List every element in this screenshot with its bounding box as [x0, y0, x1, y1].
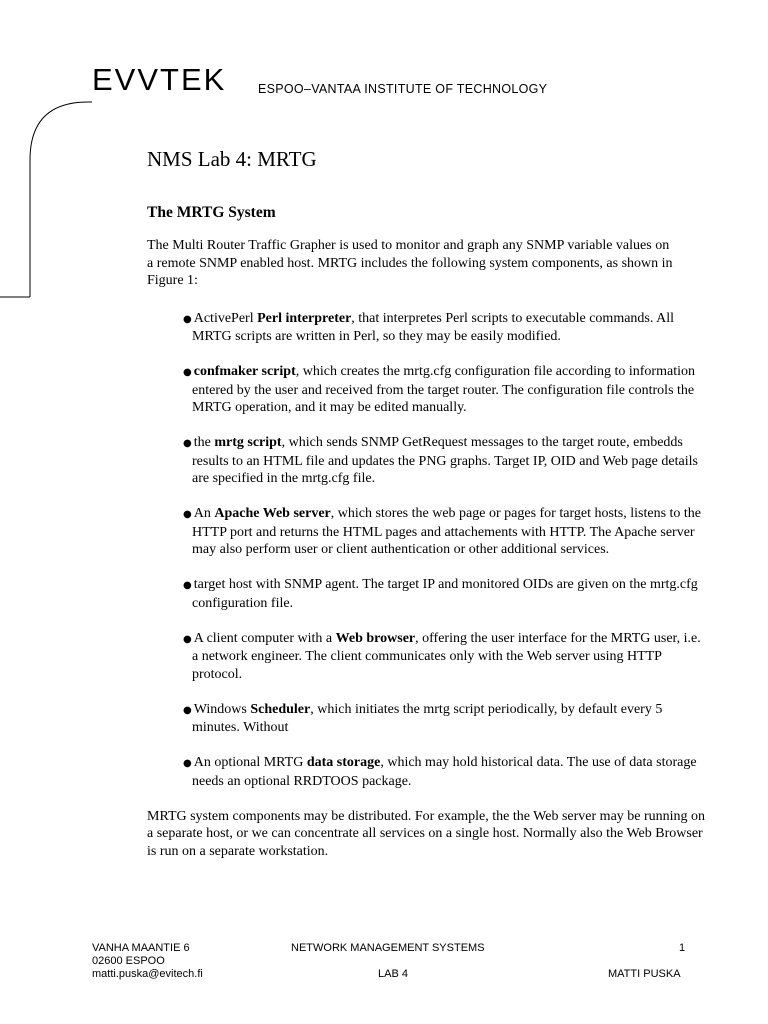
item-bold: Scheduler — [250, 701, 311, 717]
item-text: , which initiates the mrtg script periodically, by default every 5 minutes. Without — [192, 701, 663, 735]
item-text: , which may hold historical data. The use of data storage needs an optional RRDTOOS package. — [192, 755, 697, 789]
item-text: ActivePerl — [193, 310, 258, 326]
footer-course: NETWORK MANAGEMENT SYSTEMS — [291, 942, 485, 954]
components-list — [147, 310, 707, 791]
footer-address-line1: VANHA MAANTIE 6 — [92, 942, 190, 954]
item-bold: Apache Web server — [214, 506, 331, 521]
item-bold: Perl interpreter — [257, 310, 352, 326]
bullet-icon: ● — [183, 633, 192, 645]
bullet-icon: ● — [183, 438, 192, 449]
institute-name: ESPOO–VANTAA INSTITUTE OF TECHNOLOGY — [258, 82, 548, 96]
evitech-logo: EVVTEK — [92, 62, 227, 97]
list-item — [183, 363, 707, 417]
outro-paragraph: MRTG system components may be distributed. For example, the the Web server may be running on a separate host, or we can concentrate all services on a single host. Normally also the Web Browser is run on a separate workstation. — [147, 808, 706, 859]
intro-paragraph: The Multi Router Traffic Grapher is used to monitor and graph any SNMP variable values on a remote SNMP enabled host. MRTG includes the following system components, as shown in Figure 1: — [147, 238, 673, 288]
item-text: target host with SNMP agent. The target IP and monitored OIDs are given on the mrtg.cfg configuration file. — [192, 577, 698, 611]
bullet-icon: ● — [183, 758, 192, 769]
footer-address-line2: 02600 ESPOO — [92, 955, 165, 967]
item-text: , which sends SNMP GetRequest messages to the target route, embedds results to an HTML file and updates the PNG graphs. Target IP, OID and Web page details are specified in the mrtg.cfg file. — [192, 435, 698, 486]
bullet-icon: ● — [183, 704, 192, 716]
item-text: the — [193, 435, 215, 450]
footer-author: MATTI PUSKA — [608, 968, 681, 980]
footer-lab: LAB 4 — [378, 968, 408, 980]
list-item — [183, 630, 707, 684]
item-text: An optional MRTG — [193, 755, 307, 770]
item-text: , which creates the mrtg.cfg configuration file according to information entered by the user and received from the target router. The configuration file controls the MRTG operation, and it may be edited manually. — [192, 364, 695, 415]
item-bold: mrtg script — [214, 435, 282, 450]
bullet-icon: ● — [183, 509, 192, 520]
item-text: , offering the user interface for the MRTG user, i.e. a network engineer. The client communicates only with the Web server using HTTP protocol. — [192, 630, 701, 682]
footer-email: matti.puska@evitech.fi — [92, 968, 203, 980]
item-bold: confmaker script — [193, 364, 296, 379]
item-text: A client computer with a — [193, 630, 336, 646]
footer-page-number: 1 — [679, 942, 686, 954]
document-body — [147, 146, 707, 860]
bullet-icon: ● — [183, 580, 192, 591]
item-bold: Web browser — [335, 630, 416, 646]
list-item — [183, 505, 707, 559]
list-item — [183, 310, 707, 346]
list-item — [183, 754, 707, 790]
item-text: , which stores the web page or pages for target hosts, listens to the HTTP port and returns the HTML pages and attachements with HTTP. The Apache server may also perform user or client authentication or other additional services. — [192, 506, 702, 557]
list-item — [183, 434, 707, 488]
bullet-icon: ● — [183, 367, 192, 378]
item-text: , that interpretes Perl scripts to executable commands. All MRTG scripts are written in Perl, so they may be easily modified. — [192, 310, 674, 344]
item-text: Windows — [193, 701, 251, 717]
section-title: The MRTG System — [147, 204, 276, 221]
list-item — [183, 701, 707, 737]
document-title: NMS Lab 4: MRTG — [147, 147, 317, 171]
item-bold: data storage — [306, 755, 381, 770]
list-item — [183, 576, 707, 612]
bullet-icon: ● — [183, 313, 192, 325]
item-text: An — [193, 506, 215, 521]
